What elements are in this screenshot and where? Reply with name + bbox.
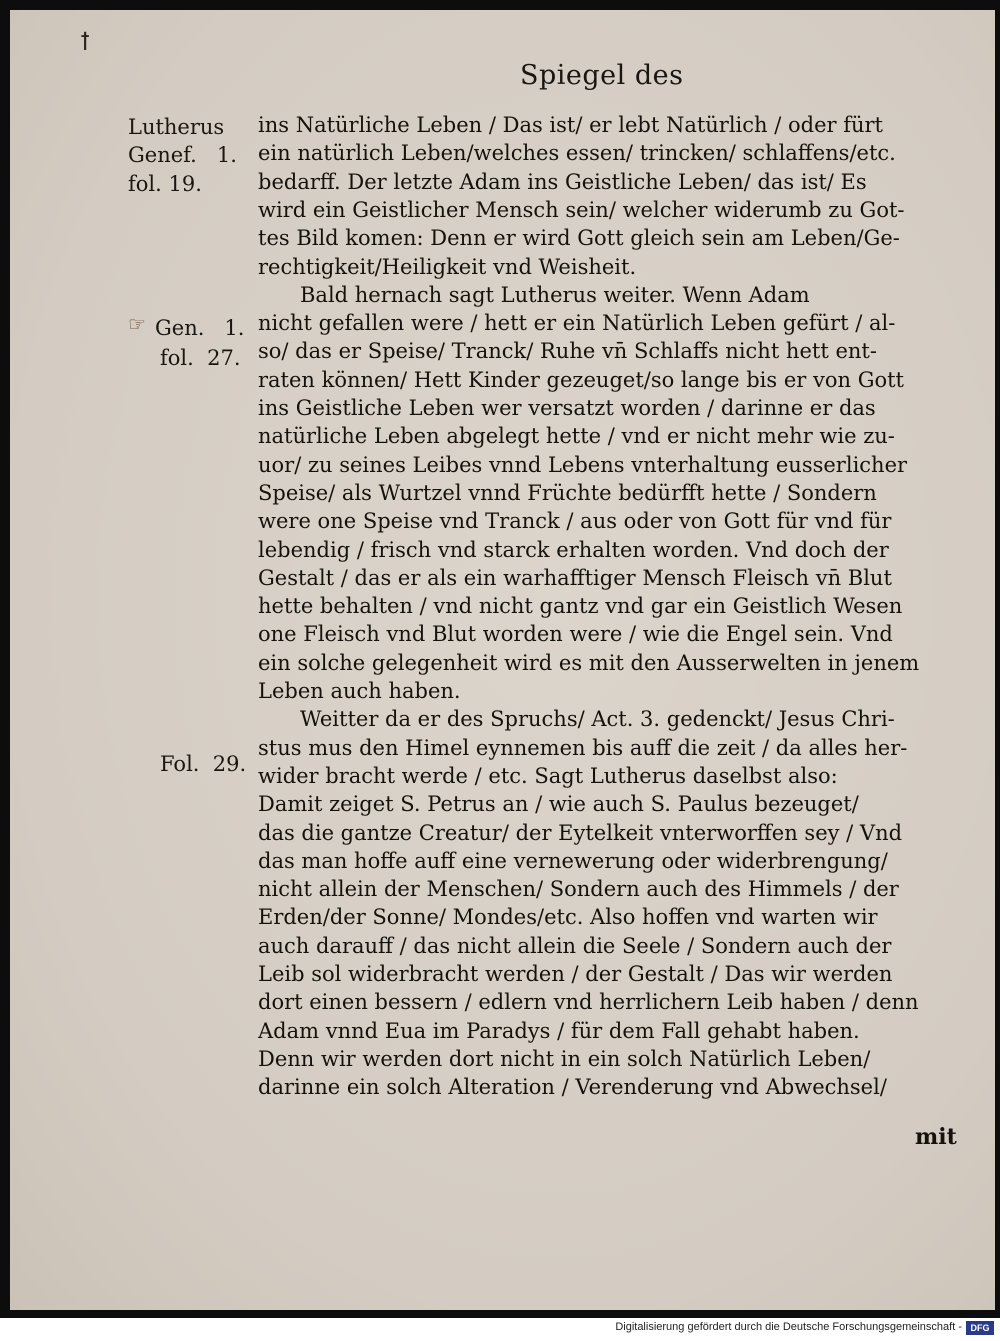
text-line: auch darauff / das nicht allein die Seele / Sondern auch der [258,933,892,958]
text-line: one Fleisch vnd Blut worden were / wie die Engel sein. Vnd [258,622,893,647]
text-line: were one Speise vnd Tranck / aus oder von Gott für vnd für [258,509,892,534]
margin-note-gen: Gen. 1. [155,316,245,340]
text-line: natürliche Leben abgelegt hette / vnd er nicht mehr wie zu- [258,424,895,449]
text-line: so/ das er Speise/ Tranck/ Ruhe vn̄ Schlaffs nicht hett ent- [258,339,877,364]
text-line: raten können/ Hett Kinder gezeuget/so lange bis er von Gott [258,367,904,392]
text-line: lebendig / frisch vnd starck erhalten worden. Vnd doch der [258,537,889,562]
text-line: wird ein Geistlicher Mensch sein/ welcher widerumb zu Got- [258,197,905,222]
text-line: Bald hernach sagt Lutherus weiter. Wenn Adam [300,282,810,307]
text-line: Gestalt / das er als ein warhafftiger Mensch Fleisch vn̄ Blut [258,565,892,590]
text-line: Denn wir werden dort nicht in ein solch Natürlich Leben/ [258,1046,871,1071]
text-line: dort einen bessern / edlern vnd herrlichern Leib haben / denn [258,990,919,1015]
margin-note-genes: Genef. 1. [128,143,237,167]
text-line: das man hoffe auff eine vernewerung oder widerbrengung/ [258,848,888,873]
footer-bar [0,1318,1000,1341]
text-line: rechtigkeit/Heiligkeit vnd Weisheit. [258,254,637,279]
text-line: Leben auch haben. [258,679,461,703]
text-line: uor/ zu seines Leibes vnnd Lebens vnterhaltung eusserlicher [258,452,908,477]
text-line: ein solche gelegenheit wird es mit den Ausserwelten in jenem [258,650,920,675]
text-line: wider bracht werde / etc. Sagt Lutherus daselbst also: [258,763,838,788]
text-line: darinne ein solch Alteration / Verenderung vnd Abwechsel/ [258,1075,887,1100]
margin-note-lutherus: Lutherus [128,115,225,139]
text-line: ein natürlich Leben/welches essen/ trincken/ schlaffens/etc. [258,141,896,166]
funding-credit: Digitalisierung gefördert durch die Deutsche Forschungsgemeinschaft - [615,1321,962,1333]
text-line: nicht allein der Menschen/ Sondern auch des Himmels / der [258,877,899,902]
page-corner-mark: ꝉ [80,28,91,56]
margin-note-fol-29: Fol. 29. [160,752,247,776]
text-line: Adam vnnd Eua im Paradys / für dem Fall gehabt haben. [258,1018,860,1043]
text-line: Leib sol widerbracht werden / der Gestalt / Das wir werden [258,962,893,986]
text-line: ins Natürliche Leben / Das ist/ er lebt Natürlich / oder fürt [258,113,883,137]
text-line: Damit zeiget S. Petrus an / wie auch S. Paulus bezeuget/ [258,792,859,817]
text-line: nicht gefallen were / hett er ein Natürlich Leben gefürt / al- [258,311,896,336]
catchword: mit [915,1124,957,1150]
text-line: das die gantze Creatur/ der Eytelkeit vnterworffen sey / Vnd [258,820,903,845]
text-line: Weitter da er des Spruchs/ Act. 3. gedenckt/ Jesus Chri- [300,707,895,732]
text-line: bedarff. Der letzte Adam ins Geistliche Leben/ das ist/ Es [258,169,867,194]
running-header: Spiegel des [520,60,684,91]
text-line: ins Geistliche Leben wer versatzt worden / darinne er das [258,396,876,420]
text-line: Erden/der Sonne/ Mondes/etc. Also hoffen vnd warten wir [258,905,878,930]
margin-note-fol-27: fol. 27. [160,346,241,370]
text-line: hette behalten / vnd nicht gantz vnd gar ein Geistlich Wesen [258,594,903,619]
manicule-icon: ☞ [128,312,146,336]
text-line: tes Bild komen: Denn er wird Gott gleich sein am Leben/Ge- [258,226,900,251]
dfg-logo: DFG [966,1321,994,1335]
margin-note-fol-19: fol. 19. [128,172,202,196]
text-line: stus mus den Himel eynnemen bis auff die zeit / da alles her- [258,735,908,760]
text-line: Speise/ als Wurtzel vnnd Früchte bedürfft hette / Sondern [258,480,877,505]
